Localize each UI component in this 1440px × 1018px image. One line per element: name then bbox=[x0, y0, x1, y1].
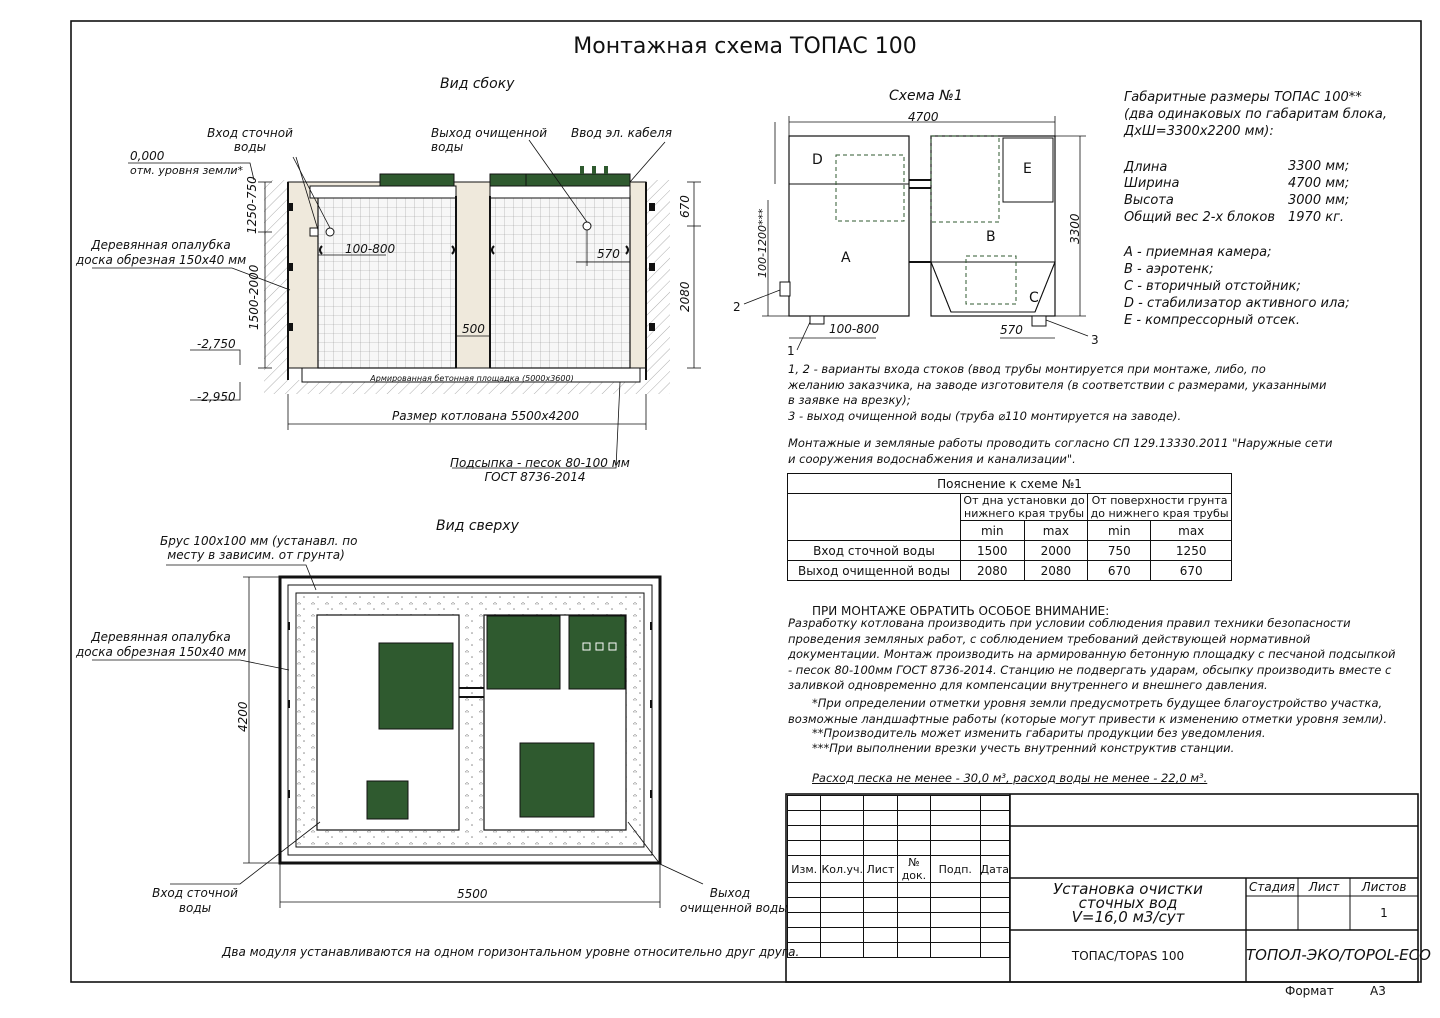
cell: 670 bbox=[1088, 561, 1151, 581]
top-view-note: Два модуля устанавливаются на одном горизонтальном уровне относительно друг друга. bbox=[222, 945, 800, 959]
dim-side-570: 570 bbox=[597, 247, 620, 261]
row-label: Выход очищенной воды bbox=[788, 561, 961, 581]
side-view-heading: Вид сбоку bbox=[440, 76, 515, 92]
spec-row-3-name: Общий вес 2-х блоков bbox=[1124, 210, 1275, 225]
ground-level: 0,000 bbox=[130, 149, 165, 163]
format-value: А3 bbox=[1370, 984, 1386, 998]
dim-1250-750: 1250-750 bbox=[245, 176, 259, 234]
dim-5500: 5500 bbox=[457, 887, 488, 901]
explanation-table bbox=[787, 473, 1232, 581]
dim-4200: 4200 bbox=[236, 701, 250, 732]
ground-level-note: отм. уровня земли* bbox=[130, 164, 244, 177]
scheme-heading: Схема №1 bbox=[889, 88, 963, 104]
sheet-label: Лист bbox=[1308, 880, 1340, 894]
letter-e: E bbox=[1023, 161, 1032, 177]
sand-label: Подсыпка - песок 80-100 мм ГОСТ 8736-2014 bbox=[450, 456, 630, 484]
beam-label: Брус 100х100 мм (устанавл. по месту в зависим. от грунта) bbox=[160, 534, 358, 562]
footnote-3: ***При выполнении врезки учесть внутренний конструктив станции. bbox=[812, 741, 1235, 755]
marker-1: 1 bbox=[787, 344, 795, 358]
spec-row-1-name: Ширина bbox=[1124, 176, 1180, 191]
dim-scheme-570: 570 bbox=[1000, 323, 1023, 337]
spec-row-0-value: 3300 мм; bbox=[1288, 159, 1350, 174]
spec-row-0-name: Длина bbox=[1124, 160, 1168, 175]
row-label: Вход сточной воды bbox=[788, 541, 961, 561]
spec-row-1-value: 4700 мм; bbox=[1288, 176, 1350, 191]
scheme-1-drawing bbox=[744, 116, 1088, 350]
sub-min-1: min bbox=[961, 521, 1025, 541]
top-outlet-label: Выход очищенной воды bbox=[680, 886, 788, 915]
pit-size: Размер котлована 5500х4200 bbox=[392, 409, 580, 423]
variants-note: 1, 2 - варианты входа стоков (ввод трубы монтируется при монтаже, либо, по желанию заказчика, на заводе изготовителя (в соответствии с размерами, указанными в заявке на врезку); 3 - выход очищенной воды (труба ⌀110 монтируется на заводе). bbox=[788, 362, 1327, 423]
footnote-1: *При определении отметки уровня земли предусмотреть будущее благоустройство участка, возможные ландшафтные работы (которые могут привести к изменению отметки уровня земли). bbox=[788, 696, 1388, 726]
letter-b: B bbox=[986, 229, 996, 245]
sheets-value: 1 bbox=[1380, 906, 1388, 920]
product-name: ТОПАС/TOPAS 100 bbox=[1071, 949, 1185, 963]
cell: 1500 bbox=[961, 541, 1025, 561]
cable-label: Ввод эл. кабеля bbox=[571, 126, 672, 140]
slab-label: Армированная бетонная площадка (5000х3600) bbox=[370, 374, 574, 383]
legend-c: С - вторичный отстойник; bbox=[1124, 279, 1301, 294]
table-row bbox=[788, 541, 1232, 561]
dim-100-1200: 100-1200*** bbox=[756, 208, 769, 278]
top-view-drawing bbox=[92, 565, 703, 908]
attention-text: Разработку котлована производить при условии соблюдения правил техники безопасности проведения земляных работ, с соблюдением требований действующей нормативной документации. Монтаж производить на армированную бетонную площадку с песчаной подсыпкой - песок 80-100мм ГОСТ 8736-2014. Станцию не подвергать ударам, обсыпку производить вместе с заливкой одновременно для компенсации внутреннего и внешнего давления. bbox=[788, 616, 1396, 692]
dim-side-100-800: 100-800 bbox=[345, 242, 396, 256]
dim-2080: 2080 bbox=[678, 281, 692, 312]
footnote-2: **Производитель может изменить габариты продукции без уведомления. bbox=[812, 726, 1266, 740]
sheets-label: Листов bbox=[1361, 880, 1407, 894]
top-formwork-label: Деревянная опалубка доска обрезная 150х40 мм bbox=[76, 630, 247, 659]
col-date: Дата bbox=[980, 856, 1009, 883]
side-outlet-label: Выход очищенной воды bbox=[431, 126, 548, 154]
col-doc: № док. bbox=[897, 856, 930, 883]
dim-3300: 3300 bbox=[1068, 213, 1082, 244]
spec-row-2-value: 3000 мм; bbox=[1288, 193, 1350, 208]
col-list: Лист bbox=[864, 856, 898, 883]
cell: 2000 bbox=[1024, 541, 1088, 561]
works-note: Монтажные и земляные работы проводить согласно СП 129.13330.2011 "Наружные сети и сооружения водоснабжения и канализации". bbox=[788, 436, 1333, 466]
marker-2: 2 bbox=[733, 300, 741, 314]
dim-670: 670 bbox=[678, 195, 692, 218]
side-formwork-label: Деревянная опалубка доска обрезная 150х40 мм bbox=[76, 238, 247, 267]
format-label: Формат bbox=[1285, 984, 1334, 998]
letter-d: D bbox=[812, 152, 823, 168]
attention-heading: ПРИ МОНТАЖЕ ОБРАТИТЬ ОСОБОЕ ВНИМАНИЕ: bbox=[812, 604, 1110, 618]
dim-1500-2000: 1500-2000 bbox=[247, 264, 261, 330]
cell: 1250 bbox=[1151, 541, 1232, 561]
dim-scheme-100-800: 100-800 bbox=[829, 322, 880, 336]
sub-max-2: max bbox=[1151, 521, 1232, 541]
legend-a: А - приемная камера; bbox=[1124, 245, 1272, 260]
legend-b: В - аэротенк; bbox=[1124, 262, 1214, 277]
cell: 750 bbox=[1088, 541, 1151, 561]
dim-4700: 4700 bbox=[908, 110, 939, 124]
sub-max-1: max bbox=[1024, 521, 1088, 541]
letter-c: C bbox=[1029, 290, 1039, 306]
top-view-heading: Вид сверху bbox=[436, 518, 519, 534]
side-inlet-label: Вход сточной воды bbox=[207, 126, 293, 154]
top-inlet-label: Вход сточной воды bbox=[152, 886, 238, 915]
legend-d: D - стабилизатор активного ила; bbox=[1124, 296, 1350, 311]
explanation-group-2: От поверхности грунта до нижнего края трубы bbox=[1088, 494, 1232, 521]
level-2750: -2,750 bbox=[197, 337, 236, 351]
col-izm: Изм. bbox=[788, 856, 821, 883]
dim-side-500: 500 bbox=[462, 322, 485, 336]
cell: 2080 bbox=[1024, 561, 1088, 581]
revision-grid bbox=[787, 795, 1010, 958]
page-title: Монтажная схема ТОПАС 100 bbox=[573, 34, 917, 59]
col-kol: Кол.уч. bbox=[821, 856, 864, 883]
level-2950: -2,950 bbox=[197, 390, 236, 404]
explanation-group-1: От дна установки до нижнего края трубы bbox=[961, 494, 1088, 521]
cell: 670 bbox=[1151, 561, 1232, 581]
stage-label: Стадия bbox=[1248, 880, 1296, 894]
consumption-note: Расход песка не менее - 30,0 м³, расход воды не менее - 22,0 м³. bbox=[812, 771, 1208, 785]
letter-a: A bbox=[841, 250, 851, 266]
specs-heading: Габаритные размеры ТОПАС 100** (два одинаковых по габаритам блока, ДхШ=3300х2200 мм): bbox=[1124, 90, 1388, 139]
marker-3: 3 bbox=[1091, 333, 1099, 347]
cell: 2080 bbox=[961, 561, 1025, 581]
legend-e: Е - компрессорный отсек. bbox=[1124, 313, 1301, 328]
table-row bbox=[788, 561, 1232, 581]
doc-title: Установка очистки сточных вод V=16,0 м3/сут bbox=[1053, 880, 1203, 926]
company-name: ТОПОЛ-ЭКО/TOPOL-ECO bbox=[1246, 946, 1431, 964]
sub-min-2: min bbox=[1088, 521, 1151, 541]
explanation-caption: Пояснение к схеме №1 bbox=[788, 474, 1232, 494]
col-podp: Подп. bbox=[931, 856, 980, 883]
spec-row-3-value: 1970 кг. bbox=[1288, 210, 1345, 225]
spec-row-2-name: Высота bbox=[1124, 193, 1174, 208]
